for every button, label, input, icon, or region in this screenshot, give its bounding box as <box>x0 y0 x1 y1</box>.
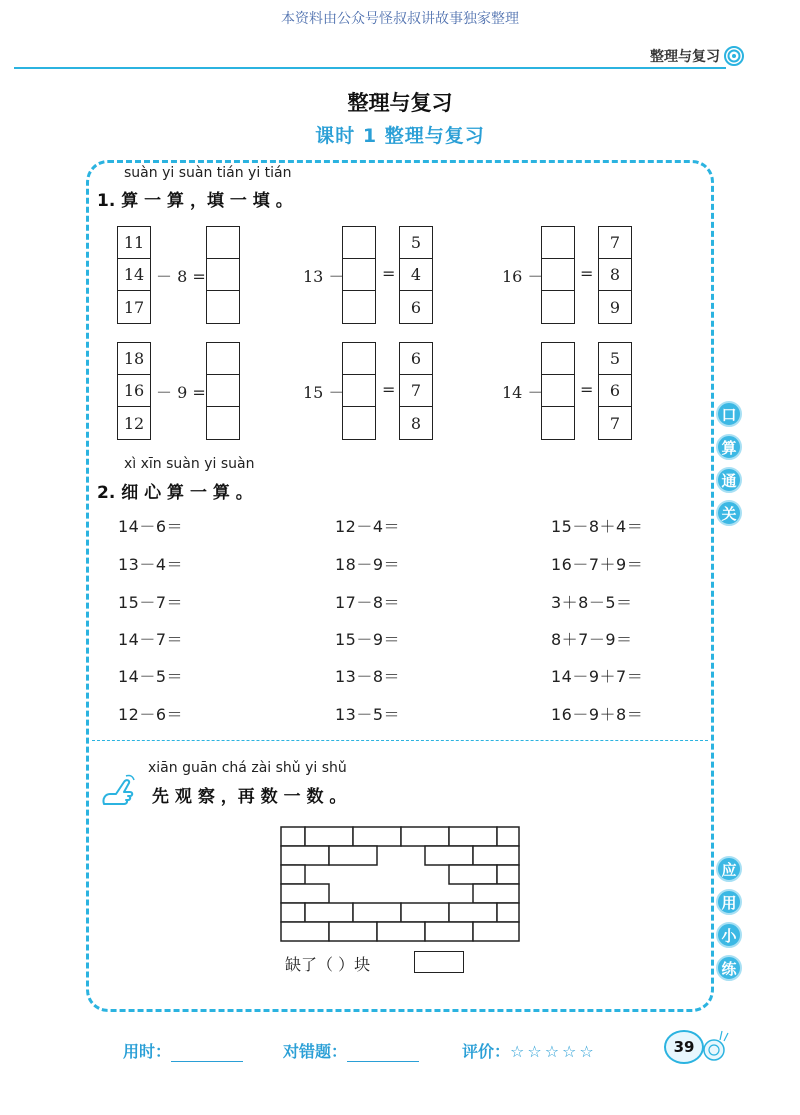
time-label: 用时： <box>123 1042 172 1061</box>
equation: 16－7＋9＝ <box>551 555 644 574</box>
side-tab: 练 <box>716 955 742 981</box>
answer-cell[interactable] <box>207 407 239 439</box>
equation: 13－8＝ <box>335 667 401 686</box>
errors-label: 对错题： <box>283 1042 348 1061</box>
q2-pinyin: xì xīn suàn yi suàn <box>124 456 255 472</box>
page-number: 39 <box>664 1030 704 1064</box>
stack-cell: 5 <box>599 343 631 375</box>
q1-g2-prefix: 13 － <box>303 267 345 286</box>
q1-g1-operator: － 8 = <box>156 267 206 286</box>
snail-icon <box>700 1028 730 1062</box>
q1-g5-prefix: 15 － <box>303 383 345 402</box>
q1-g1-left-stack <box>117 226 151 324</box>
answer-cell[interactable] <box>207 375 239 407</box>
answer-cell[interactable] <box>542 227 574 259</box>
watermark: 本资料由公众号怪叔叔讲故事独家整理 <box>281 11 519 27</box>
side-tab: 关 <box>716 500 742 526</box>
answer-cell[interactable] <box>207 259 239 291</box>
side-tab: 小 <box>716 922 742 948</box>
q1-g4-left-stack <box>117 342 151 440</box>
answer-cell[interactable] <box>343 291 375 323</box>
stack-cell: 14 <box>118 259 150 291</box>
stack-cell: 12 <box>123 413 145 433</box>
q1-g5-operator: = <box>382 380 396 399</box>
side-tab: 应 <box>716 856 742 882</box>
errors-field <box>283 1039 419 1062</box>
equation: 15－7＝ <box>118 593 184 612</box>
equation: 14－5＝ <box>118 667 184 686</box>
side-tabs-oral <box>716 401 748 533</box>
stack-cell: 7 <box>400 375 432 407</box>
section-header: 整理与复习 <box>650 49 720 65</box>
equation: 13－5＝ <box>335 705 401 724</box>
q1-g6-result-stack <box>598 342 632 440</box>
equation: 18－9＝ <box>335 555 401 574</box>
header-divider <box>14 67 726 69</box>
q1-g1-answer-stack <box>206 226 240 324</box>
answer-cell[interactable] <box>542 343 574 375</box>
stack-cell: 8 <box>410 413 422 433</box>
answer-cell[interactable] <box>542 375 574 407</box>
stack-cell: 7 <box>609 413 621 433</box>
errors-blank[interactable] <box>347 1046 419 1062</box>
q1-g3-prefix: 16 － <box>502 267 544 286</box>
page-title: 整理与复习 <box>347 91 453 115</box>
swirl-icon <box>723 45 745 67</box>
stack-cell: 6 <box>599 375 631 407</box>
q1-g5-answer-stack <box>342 342 376 440</box>
answer-cell[interactable] <box>207 291 239 323</box>
equation: 13－4＝ <box>118 555 184 574</box>
q1-g5-result-stack <box>399 342 433 440</box>
equation: 15－9＝ <box>335 630 401 649</box>
stack-cell: 7 <box>599 227 631 259</box>
q1-g6-operator: = <box>580 380 594 399</box>
stack-cell: 6 <box>410 297 422 317</box>
q1-g4-answer-stack <box>206 342 240 440</box>
equation: 14－9＋7＝ <box>551 667 644 686</box>
q1-g2-answer-stack <box>342 226 376 324</box>
answer-cell[interactable] <box>207 227 239 259</box>
q1-g4-operator: － 9 = <box>156 383 206 402</box>
equation: 15－8＋4＝ <box>551 517 644 536</box>
q3-heading: 先 观 察 ，再 数 一 数 。 <box>152 787 347 807</box>
answer-cell[interactable] <box>343 343 375 375</box>
equation: 14－6＝ <box>118 517 184 536</box>
stack-cell: 9 <box>609 297 621 317</box>
stack-cell: 17 <box>123 297 145 317</box>
brick-wall-figure <box>280 826 522 944</box>
answer-box[interactable] <box>414 951 464 973</box>
side-tab: 算 <box>716 434 742 460</box>
stack-cell: 5 <box>400 227 432 259</box>
equation: 14－7＝ <box>118 630 184 649</box>
side-tab: 口 <box>716 401 742 427</box>
equation: 12－6＝ <box>118 705 184 724</box>
time-blank[interactable] <box>171 1046 243 1062</box>
section-divider <box>92 740 708 741</box>
q1-g2-operator: = <box>382 264 396 283</box>
q2-heading: 2. 细 心 算 一 算 。 <box>97 483 253 503</box>
equation: 16－9＋8＝ <box>551 705 644 724</box>
stack-cell: 11 <box>118 227 150 259</box>
stack-cell: 4 <box>400 259 432 291</box>
q1-g3-operator: = <box>580 264 594 283</box>
answer-cell[interactable] <box>542 407 574 439</box>
answer-cell[interactable] <box>207 343 239 375</box>
q1-g3-result-stack <box>598 226 632 324</box>
time-field <box>123 1039 243 1062</box>
answer-cell[interactable] <box>343 407 375 439</box>
missing-bricks-label: 缺了（ ）块 <box>285 955 371 974</box>
equation: 8＋7－9＝ <box>551 630 633 649</box>
q1-g6-prefix: 14 － <box>502 383 544 402</box>
equation: 3＋8－5＝ <box>551 593 633 612</box>
q1-heading: 1. 算 一 算 ，填 一 填 。 <box>97 191 293 211</box>
pointing-hand-icon <box>98 770 138 810</box>
q1-pinyin: suàn yi suàn tián yi tián <box>124 165 292 181</box>
answer-cell[interactable] <box>542 259 574 291</box>
answer-cell[interactable] <box>343 375 375 407</box>
stack-cell: 16 <box>118 375 150 407</box>
q3-pinyin: xiān guān chá zài shǔ yi shǔ <box>148 760 347 776</box>
equation: 17－8＝ <box>335 593 401 612</box>
answer-cell[interactable] <box>343 259 375 291</box>
side-tab: 通 <box>716 467 742 493</box>
side-tab: 用 <box>716 889 742 915</box>
stack-cell: 6 <box>400 343 432 375</box>
side-tabs-apply <box>716 856 748 988</box>
rating-field <box>462 1039 597 1062</box>
answer-cell[interactable] <box>542 291 574 323</box>
q1-g6-answer-stack <box>541 342 575 440</box>
stack-cell: 18 <box>118 343 150 375</box>
q1-g3-answer-stack <box>541 226 575 324</box>
stack-cell: 8 <box>599 259 631 291</box>
answer-cell[interactable] <box>343 227 375 259</box>
lesson-subtitle: 课时 1 整理与复习 <box>315 125 485 147</box>
rating-label: 评价： <box>462 1042 511 1061</box>
q1-g2-result-stack <box>399 226 433 324</box>
rating-stars[interactable]: ☆☆☆☆☆ <box>510 1042 597 1061</box>
equation: 12－4＝ <box>335 517 401 536</box>
